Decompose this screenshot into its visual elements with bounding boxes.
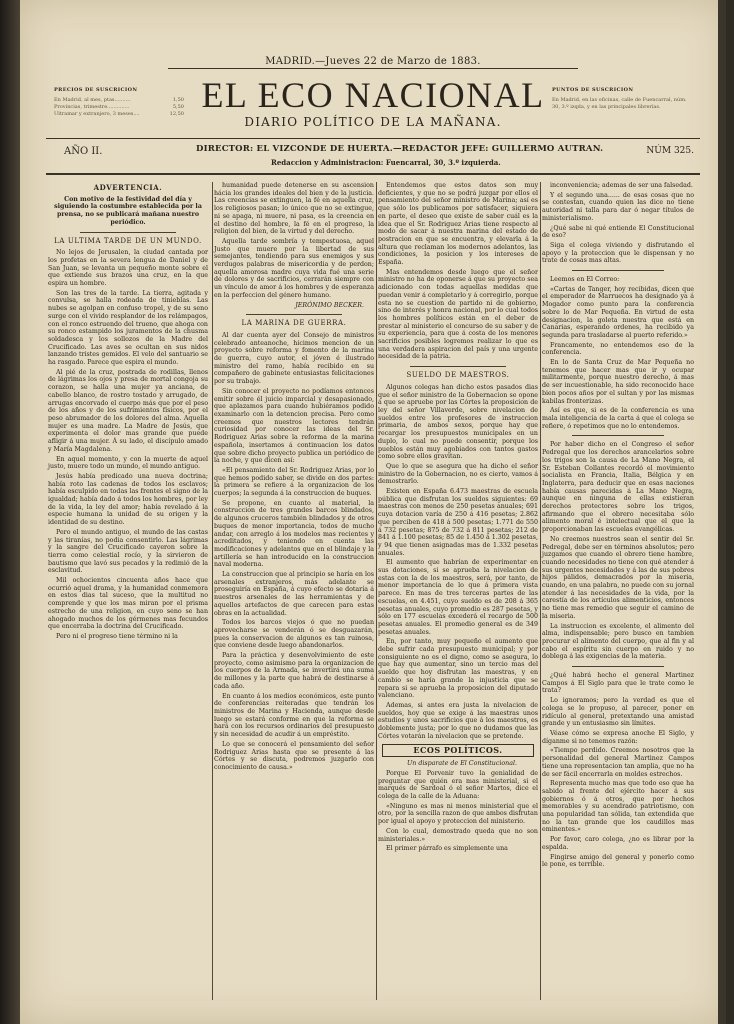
newspaper-page	[20, 0, 726, 1024]
column-divider	[540, 182, 541, 1000]
column-divider	[212, 182, 213, 1000]
paragraph: Que lo que se asegura que ha dicho el señor ministro de la Gobernacion, no es cierto, vamos á demostrarlo.	[378, 462, 538, 486]
column-divider	[376, 182, 377, 1000]
paragraph: Al pié de la cruz, postrada de rodillas, llenos de lágrimas los ojos y presa de mortal congoja su corazon, se halla una mujer ya anciana, de cabello blanco, de rostro tostado y arrugado, de arrugas encorvado el cuerpo más que por el peso de los años y de los sufrimientos físicos, por el peso abrumador de los dolores del alma. Aquella mujer es una madre. La Madre de Jesús, que experimenta el dolor mas grande que puede afligir á una mujer. Á su lado, el discípulo amado y María Magdalena.	[48, 368, 208, 453]
separator	[246, 314, 342, 315]
paragraph: En cuanto á los medios económicos, este punto de conferencias reiteradas que tendrán los ministros de Marina y Hacienda, aunque desde luego se estará conforme en que la reforma se hará con los recursos ordinarios del presupuesto y sin necesidad de acudir á un empréstito.	[214, 692, 374, 739]
paragraph: Para la práctica y desenvolvimiento de este proyecto, como asimismo para la organizacion de los cuerpos de la Armada, se invertirá una suma de millones y la parte que habrá de destinarse á cada año.	[214, 652, 374, 690]
paragraph: El primer párrafo es simplemente una	[386, 845, 508, 853]
paragraph: «Cartas de Tanger, hoy recibidas, dicen que el emperador de Marruecos ha designado ya á Mogador como punto para la conferencia sobre lo de Mar Pequeña. En virtud de esta designacion, la goleta nuestra que está en Canarias, esperando ordenes, ha recibido ya segunda para trasladarse al puerto referido.»	[542, 285, 694, 339]
staff-line: DIRECTOR: EL VIZCONDE DE HUERTA.—REDACTOR JEFE: GUILLERMO AUTRAN.	[196, 144, 604, 154]
separator	[410, 366, 506, 367]
paragraph: En, por tanto, muy pequeño el aumento que debe sufrir cada presupuesto municipal; y por consiguiente no es el digno, como se asegura, lo que hay que aumentar, sino un tercio mas del sueldo que hoy disfrutan las maestras, y en cambio se haría grande la injusticia que se repara si se aprueba la proposicion del diputado valenciano.	[378, 638, 538, 700]
separator	[80, 232, 176, 233]
paragraph: Por haber dicho en el Congreso el señor Pedregal que los derechos arancelarios sobre los trigos son la causa de La Mano Negra, el Sr. Esteban Collantes recordó el movimiento socialista en Francia, Italia, Bélgica y en Inglaterra, para deducir que en esas naciones había causas parecidas á La Mano Negra, aunque en ninguna de ellas existieran derechos protectores sobre los trigos, afirmando que el obrero necesitaba sólo alimento moral é intelectual que el que la proporcionaban las escuelas evangélicas.	[542, 441, 694, 534]
article-title: LA MARINA DE GUERRA.	[241, 319, 347, 328]
paragraph: Mil ochocientos cincuenta años hace que ocurrió aquel drama, y la humanidad conmemora en estos dias tal suceso, que la multitud no comprende y que los mas miran por el prisma estrecho de una religion, en cuyo seno se han ahogado muchos de los gérmenes mas fecundos que encerraba la doctrina del Crucificado.	[48, 577, 208, 631]
page-edge	[718, 0, 726, 1024]
paragraph: Jesús había predicado una nueva doctrina; había roto las cadenas de todos los esclavos; había esculpido en todas las frentes el signo de la igualdad; había dado á todos los hombres, por ley de la vida, la ley del amor; había revelado á la especie humana la unidad de su origen y la identidad de su destino.	[48, 472, 208, 527]
paragraph: Algunos colegas han dicho estos pasados dias que el señor ministro de la Gobernacion se opone á que se apruebe por las Córtes la proposicion de ley del señor Villaverde, sobre nivelacion de sueldos entre los profesores de instruccion primaria, de ambos sexos, porque hay que recargar los presupuestos municipales en un duplo, lo cual no puede consentir, porque los pueblos están muy agobiados con tantos gastos como sobre ellos gravitan.	[378, 383, 538, 461]
paragraph: Son las tres de la tarde. La tierra, agitada y convulsa, se halla rodeada de tinieblas. Las nubes se agolpan en confuso tropel, y de su seno surge con el vivido resplandor de los relámpagos, con el ronco estruendo del trueno, que ahoga con su ronco estampido los juramentos de la chusma soldadesca y los sollozos de la Madre del Crucificado. Las aves se ocultan en sus nidos lanzando tristes gemidos. El velo del santuario se ha rasgado. Parece que espira el mundo.	[48, 289, 208, 367]
paragraph: Se propone, en cuanto al material, la construccion de tres grandes barcos blindados, de algunos cruceros también blindados y de otros buques de menor importancia, todos de mucho andar, con arreglo á los modelos mas recientes y acreditados, y teniendo en cuenta las modificaciones y adelantos que en el blindaje y la artillería se han introducido en la construccion naval moderna.	[214, 499, 374, 569]
paragraph: Todos los barcos viejos ó que no puedan aprovecharse se venderán ó se desguazarán, pues la conservacion de algunos es tan ruinosa, que conviene desde luego abandonarlos.	[214, 619, 374, 650]
column-1	[48, 182, 208, 643]
paragraph: Porque El Porvenir tuvo la genialidad de preguntar que quién era mas ministerial, si el marqués de Sardoal ó el señor Martos, dice el colega de la calle de la Aduana:	[378, 769, 538, 801]
item-title: Un disparate de El Constitucional.	[406, 760, 517, 768]
signature: JERÓNIMO BECKER.	[295, 301, 364, 309]
masthead-subtitle: DIARIO POLÍTICO DE LA MAÑANA.	[244, 115, 502, 129]
paragraph: ¿Qué habrá hecho el general Martinez Campos á El Siglo para que le trate como le trata?	[542, 672, 694, 695]
column-4	[542, 182, 694, 871]
article-title: LA ULTIMA TARDE DE UN MUNDO.	[54, 236, 202, 245]
separator	[572, 666, 663, 667]
paragraph: «Tiempo perdido. Creemos nosotros que la personalidad del general Martinez Campos tiene una representacion tan amplia, que no ha de ser fácil encerrarla en moldes estrechos.	[542, 747, 694, 778]
points-text: En Madrid, en las oficinas, calle de Fuencarral, núm. 30, 3.º izqda, y en las principales librerías.	[552, 97, 687, 110]
subscription-points-box	[552, 87, 692, 111]
subscription-prices-box	[54, 87, 184, 118]
paragraph: Leemos en El Correo:	[550, 276, 620, 284]
paragraph: El aumento que habrían de experimentar en sus dotaciones, si se aprueba la nivelacion de estas con la de los maestros, será, por tanto, de menor importancia de lo que á primera vista parece. En mas de tres terceras partes de las escuelas, en 4.451, cuyo sueldo es de 208 á 365 pesetas anuales, cuyo promedio es 287 pesetas, y sólo en 177 escuelas excederá el recargo de 500 pesetas anuales. El promedio general es de 349 pesetas anuales.	[378, 559, 538, 636]
price-row: Ultramar y extranjero, 3 meses.... 12,50	[54, 111, 184, 117]
paragraph: La instruccion es excelente, el alimento del alma, indispensable; pero busco en tambien procurar el alimento del cuerpo, que al fin y al cabo el espíritu sin cuerpo en ruido y no doblega á las exigencias de la materia.	[542, 622, 694, 661]
section-heading-box: ECOS POLÍTICOS.	[382, 744, 534, 758]
paragraph: Fingirse amigo del general y ponerlo como le pone, es terrible.	[542, 853, 694, 869]
paragraph: Pero el mundo antiguo, el mundo de las castas y las tiranías, no podia consentirlo. Las lágrimas y la sangre del Crucificado cayeron sobre la tierra como celestial rocío, y la sirvieron de bautismo que lavó sus pecados y la redimió de la esclavitud.	[48, 528, 208, 575]
masthead-title: EL ECO NACIONAL	[201, 75, 545, 115]
paragraph: En lo de Santa Cruz de Mar Pequeña no tenemos que hacer mas que ir y ocupar militarmente, porque nuestro derecho, á mas de ser incuestionable, ha sido reconocido hace bien pocos años por el sultan y por las mismas kabilas fronterizas.	[542, 359, 694, 405]
paragraph: Lo ignoramos; pero la verdad es que el colega se le propuso, al parecer, poner en ridículo al general, pretextando una amistad grande y un entusiasmo sin límites.	[542, 697, 694, 728]
paragraph: En aquel momento, y con la muerte de aquel justo, muere todo un mundo, el mundo antiguo.	[48, 455, 208, 471]
paragraph: Mas entendemos desde luego que el señor ministro no ha de oponerse á que su proyecto sea adicionado con todas aquellas medidas que puedan venir á completarlo y á corregirlo, porque esta no se cuestion de partido ni de gobierno, sino de interés y honra nacional, por lo cual todos los hombres políticos están en el deber de prestar al ministerio el concurso de su saber y de su experiencia, para que á costa de los menores sacrificios posibles logremos realizar lo que es una verdadera aspiracion del país y una urgente necesidad de la patria.	[378, 268, 538, 361]
dateline: MADRID.—Jueves 22 de Marzo de 1883.	[265, 56, 481, 67]
info-bar	[46, 142, 698, 172]
header-rule-top	[46, 138, 700, 139]
paragraph: Representa mucho mas que todo eso que ha sabido al frente del ejército hacer á sus gobiernos ó á otros, que por hechos memorables y su acendrado patriotismo, con una popularidad tan sólida, tan extendida que no la tan grande que los caudillos mas eminentes.»	[542, 780, 694, 834]
paragraph: Así es que, si es de la conferencia es una mala inteligencia de la carta á que el colega se refiere, ó repetimos que no lo entendemos.	[542, 407, 694, 430]
prices-heading: PRECIOS DE SUSCRICION	[54, 87, 138, 93]
paragraph: Sin conocer el proyecto no podíamos entonces emitir sobre él juicio imparcial y desapasionado, que aplazamos para cuando hubiéramos podido examinarlo con la detencion precisa. Pero como creemos que nuestros lectores tendrán curiosidad por conocer las ideas del Sr. Rodriguez Arias sobre la reforma de la marina española, insertamos á continuacion los datos que sobre dicho proyecto publica un periódico de la noche, y que dicen así:	[214, 387, 374, 465]
page-binding	[0, 0, 20, 1024]
points-heading: PUNTOS DE SUSCRICION	[552, 87, 634, 93]
paragraph: inconveniencia; ademas de ser una falsedad.	[550, 182, 693, 189]
paragraph: Pero ni el progreso tiene término ni la	[56, 632, 178, 640]
paragraph: Siga el colega viviendo y disfrutando el apoyo y la proteccion que le dispensan y no trate de cosas mas altas.	[542, 241, 694, 265]
paragraph: Véase cómo se expresa anoche El Siglo, y díganme si no tenemos razón:	[542, 730, 694, 745]
paragraph: «El pensamiento del Sr. Rodriguez Arias, por lo que hemos podido saber, se divide en dos partes: la primera se refiere á la organizacion de los cuerpos; la segunda á la construccion de buques.	[214, 466, 374, 498]
paragraph: Existen en España 6.473 maestras de escuela pública que disfrutan los sueldos siguientes: 69 maestras con menos de 250 pesetas anuales; 691 cuya dotacion varía de 250 á 416 pesetas; 2.862 que perciben de 418 á 500 pesetas; 1.771 de 550 á 732 pesetas; 875 de 732 á 811 pesetas; 212 de 841 á 1.100 pesetas; 85 de 1.450 á 1.302 pesetas, y 94 que tienen asignadas mas de 1.332 pesetas anuales.	[378, 488, 538, 557]
separator	[572, 435, 663, 436]
paragraph: No creemos nuestros sean el sentir del Sr. Pedregal, debe ser en términos absolutos; pero juzgamos que cuando el obrero tiene hambre, cuando necesidades no tiene con qué atender á sus urgentes necesidades y á las de sus pobres hijos pálidos, demacrados por la miseria, cuando, en una palabra, no puede con su jornal atender á las necesidades de la vida, por la carestía de los artículos alimenticios, entonces no tiene mas remedio que seguir el camino de la miseria.	[542, 535, 694, 620]
notice-heading: ADVERTENCIA.	[93, 183, 163, 192]
year-label: AÑO II.	[64, 146, 103, 157]
paragraph: Entendemos que estos datos son muy deficientes, y que no se podrá juzgar por ellos el pensamiento del señor ministro de Marina; así es que sólo los publicamos por satisfacer, siquiera en parte, el deseo que existe de saber cuál es la idea que el Sr. Rodriguez Arias tiene respecto al modo de sacar á nuestra marina del estado de postracion en que se encuentra, y elevarla á la altura que reclaman los modernos adelantos, las condiciones, la posicion y los intereses de España.	[378, 182, 538, 267]
price-row: Provincias, trimestre.............. 5,50	[54, 104, 184, 110]
paragraph: Ademas, si antes era justa la nivelacion de sueldos, hoy que se exige á las maestras unos estudios y unos sacrificios que á los maestros, es doblemente justa; por lo que no dudamos que las Córtes votarán la nivelacion que se pretende.	[378, 702, 538, 740]
article-title: SUELDO DE MAESTROS.	[406, 371, 510, 380]
paragraph: Por favor, caro colega, ¿no es librar por la espalda.	[542, 836, 694, 851]
paragraph: No lejos de Jerusalen, la ciudad cantada por los profetas en la severa lengua de Daniel y de San Juan, se levanta un pequeño monte sobre el que extiende sus brazos una cruz, en la que espira un hombre.	[48, 249, 208, 288]
paragraph: La construccion que al principio se haría en los arsenales extranjeros, más adelante se proseguiría en España, á cuyo efecto se dotaría á nuestros arsenales de las herramientas y de aquellos artefactos de que carecen para estas obras en la actualidad.	[214, 571, 374, 617]
paragraph: Con lo cual, demostrado queda que no son ministeriales.»	[378, 827, 538, 843]
paragraph: Al dar cuenta ayer del Consejo de ministros celebrado anteanoche, hicimos mencion de un proyecto sobre reforma y fomento de la marina de guerra, cuyo autor, el jóven é ilustrado ministro del ramo, había recibido en su compañero de gabinete entusiastas felicitaciones por su trabajo.	[214, 331, 374, 386]
column-3	[378, 182, 538, 855]
admin-line: Redaccion y Administracion: Fuencarral, 30, 3.º izquierda.	[271, 158, 501, 167]
paragraph: humanidad puede detenerse en su ascension hácia los grandes ideales del bien y de la justicia. Las creencias se extinguen, la fé en aquella cruz, los religiosos pasan; lo único que no se extingue, ni se apaga, ni muere, ni pasa, es la creencia en el destino del hombre, la fé en el progreso, la religion del bien, de la virtud y del derecho.	[214, 182, 374, 236]
paragraph: Lo que se conocerá el pensamiento del señor Rodriguez Arias hasta que se presente á las Córtes y se discuta, podremos juzgarlo con conocimiento de causa.»	[214, 740, 374, 771]
paragraph: «Ninguno es mas ni menos ministerial que el otro, por la sencilla razon de que ambos disfrutan por igual el apoyo y proteccion del ministerio.	[378, 802, 538, 826]
column-2	[214, 182, 374, 774]
issue-number: NÚM 325.	[646, 146, 694, 156]
price-row: En Madrid, al mes, ptas.......... 1,50	[54, 97, 184, 103]
separator	[572, 270, 663, 271]
paragraph: ¿Qué sabe ni qué entiende El Constitucional de eso?	[542, 224, 694, 240]
header-rule-bottom	[46, 173, 700, 175]
top-rule	[168, 68, 578, 69]
notice-text: Con motivo de la festividad del día y siguiendo la costumbre establecida por la prensa, no se publicará mañana nuestro periódico.	[54, 195, 202, 226]
paragraph: Y el segundo una...... de esas cosas que no se contestan, cuando quien las dice no tiene autoridad ni talla para dar ó negar títulos de ministerialismo.	[542, 191, 694, 222]
paragraph: Aquella tarde sombría y tempestuosa, aquel Justo que muere por la libertad de sus semejantes, tendiendo para sus enemigos y sus verdugos palabras de misericordia y de perdon; aquella amorosa madre cuya vida fué una serie de dolores y de sacrificios, cerrarán siempre con un vínculo de amor á los hombres y de esperanza en la perfeccion del género humano.	[214, 237, 374, 299]
paragraph: Francamente, no entendemos eso de la conferencia.	[542, 341, 694, 357]
